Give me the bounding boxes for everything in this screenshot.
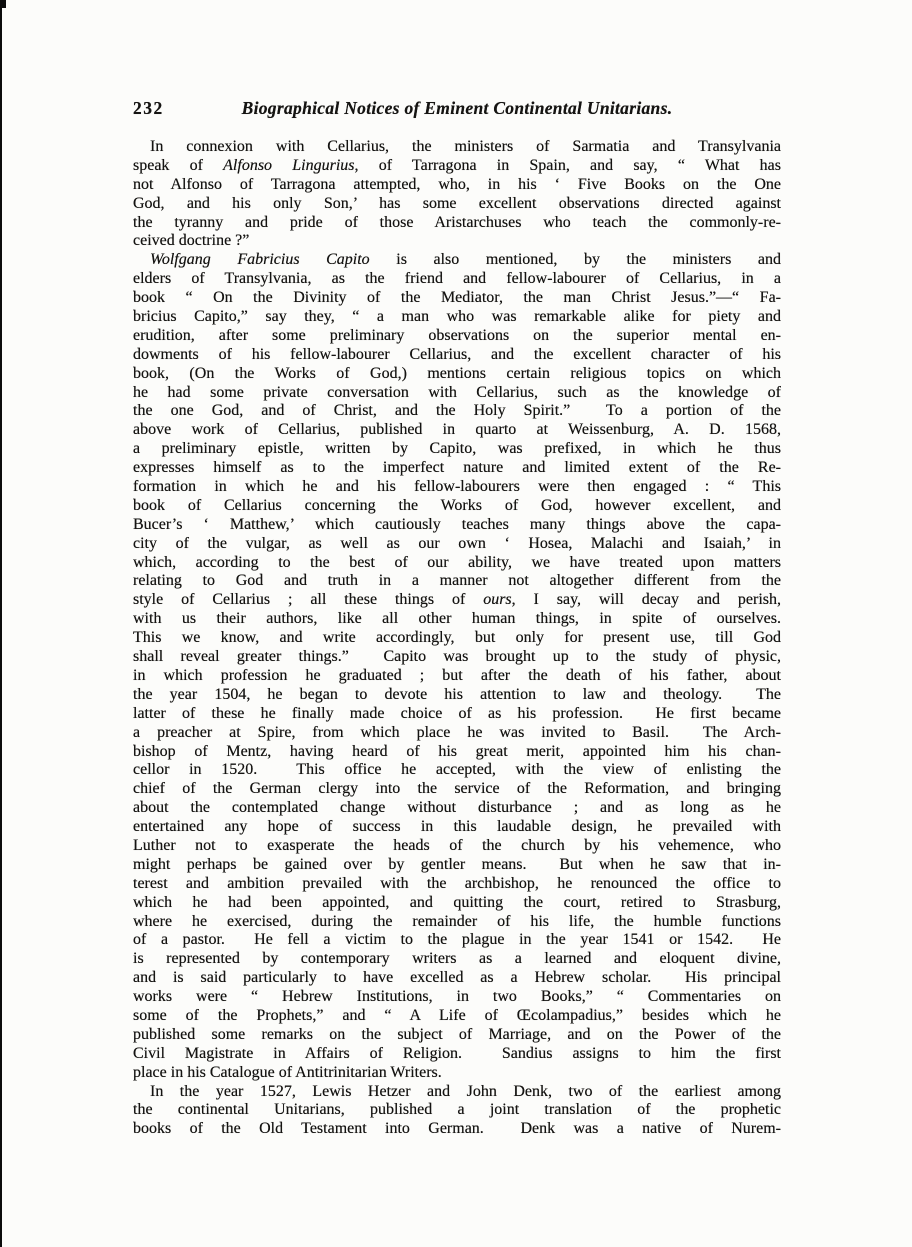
text-line: relating to God and truth in a manner not altogether different from the — [133, 572, 781, 590]
page-number: 232 — [133, 98, 164, 118]
text-line: the continental Unitarians, published a joint translation of the prophetic — [133, 1101, 781, 1119]
text-line: place in his Catalogue of Antitrinitarian Writers. — [133, 1063, 442, 1081]
page-header — [133, 98, 781, 122]
text-line: In the year 1527, Lewis Hetzer and John Denk, two of the earliest among — [150, 1082, 781, 1100]
text-line: in which profession he graduated ; but after the death of his father, about — [133, 666, 781, 684]
scan-corner-mark — [0, 0, 6, 8]
text-line: is represented by contemporary writers as a learned and eloquent divine, — [133, 950, 781, 968]
text-line: style of Cellarius ; all these things of ours, I say, will decay and perish, — [133, 591, 781, 609]
text-line: book, (On the Works of God,) mentions certain religious topics on which — [133, 364, 781, 382]
text-line: erudition, after some preliminary observations on the superior mental en- — [133, 326, 781, 344]
text-line: Civil Magistrate in Affairs of Religion. Sandius assigns to him the first — [133, 1044, 781, 1062]
text-line: about the contemplated change without disturbance ; and as long as he — [133, 799, 781, 817]
text-line: ceived doctrine ?” — [133, 232, 250, 250]
text-line: cellor in 1520. This office he accepted, with the view of enlisting the — [133, 761, 781, 779]
text-line: which he had been appointed, and quitting the court, retired to Strasburg, — [133, 893, 781, 911]
text-line: dowments of his fellow-labourer Cellarius, and the excellent character of his — [133, 345, 781, 363]
text-line: where he exercised, during the remainder of his life, the humble functions — [133, 912, 781, 930]
text-line: chief of the German clergy into the service of the Reformation, and bringing — [133, 780, 781, 798]
text-line: bishop of Mentz, having heard of his great merit, appointed him his chan- — [133, 742, 781, 760]
text-line: he had some private conversation with Cellarius, such as the knowledge of — [133, 383, 781, 401]
text-line: God, and his only Son,’ has some excellent observations directed against — [133, 194, 781, 212]
text-line: shall reveal greater things.” Capito was brought up to the study of physic, — [133, 648, 781, 666]
text-line: works were “ Hebrew Institutions, in two Books,” “ Commentaries on — [133, 988, 781, 1006]
text-line: books of the Old Testament into German. Denk was a native of Nurem- — [133, 1120, 781, 1138]
body-text — [133, 138, 781, 1139]
text-line: a preacher at Spire, from which place he was invited to Basil. The Arch- — [133, 723, 781, 741]
text-line: the tyranny and pride of those Aristarchuses who teach the commonly-re- — [133, 213, 781, 231]
text-line: the year 1504, he began to devote his attention to law and theology. The — [133, 685, 781, 703]
text-line: book of Cellarius concerning the Works of God, however excellent, and — [133, 496, 781, 514]
text-line: entertained any hope of success in this laudable design, he prevailed with — [133, 818, 781, 836]
text-line: Wolfgang Fabricius Capito is also mentioned, by the ministers and — [150, 251, 781, 269]
running-title: Biographical Notices of Eminent Continental Unitarians. — [241, 98, 673, 118]
text-line: In connexion with Cellarius, the ministers of Sarmatia and Transylvania — [150, 138, 781, 155]
text-line: the one God, and of Christ, and the Holy Spirit.” To a portion of the — [133, 402, 781, 420]
text-line: terest and ambition prevailed with the archbishop, he renounced the office to — [133, 874, 781, 892]
text-line: with us their authors, like all other human things, in spite of ourselves. — [133, 610, 781, 628]
scan-left-edge — [0, 0, 2, 1247]
text-line: book “ On the Divinity of the Mediator, the man Christ Jesus.”—“ Fa- — [133, 289, 781, 307]
text-line: speak of Alfonso Lingurius, of Tarragona in Spain, and say, “ What has — [133, 156, 781, 174]
text-line: not Alfonso of Tarragona attempted, who, in his ‘ Five Books on the One — [133, 175, 781, 193]
text-line: This we know, and write accordingly, but only for present use, till God — [133, 629, 781, 647]
text-line: above work of Cellarius, published in quarto at Weissenburg, A. D. 1568, — [133, 421, 781, 439]
text-line: of a pastor. He fell a victim to the plague in the year 1541 or 1542. He — [133, 931, 781, 949]
text-line: latter of these he finally made choice of as his profession. He first became — [133, 704, 781, 722]
text-line: city of the vulgar, as well as our own ‘ Hosea, Malachi and Isaiah,’ in — [133, 534, 781, 552]
text-line: a preliminary epistle, written by Capito, was prefixed, in which he thus — [133, 440, 781, 458]
text-line: formation in which he and his fellow-labourers were then engaged : “ This — [133, 478, 781, 496]
text-line: and is said particularly to have excelled as a Hebrew scholar. His principal — [133, 969, 781, 987]
text-line: elders of Transylvania, as the friend and fellow-labourer of Cellarius, in a — [133, 270, 781, 288]
text-line: bricius Capito,” say they, “ a man who was remarkable alike for piety and — [133, 308, 781, 326]
text-line: published some remarks on the subject of Marriage, and on the Power of the — [133, 1025, 781, 1043]
text-line: which, according to the best of our ability, we have treated upon matters — [133, 553, 781, 571]
text-line: Bucer’s ‘ Matthew,’ which cautiously teaches many things above the capa- — [133, 515, 781, 533]
text-line: expresses himself as to the imperfect nature and limited extent of the Re- — [133, 459, 781, 477]
text-line: some of the Prophets,” and “ A Life of Œcolampadius,” besides which he — [133, 1006, 781, 1024]
text-line: might perhaps be gained over by gentler means. But when he saw that in- — [133, 855, 781, 873]
text-line: Luther not to exasperate the heads of the church by his vehemence, who — [133, 836, 781, 854]
